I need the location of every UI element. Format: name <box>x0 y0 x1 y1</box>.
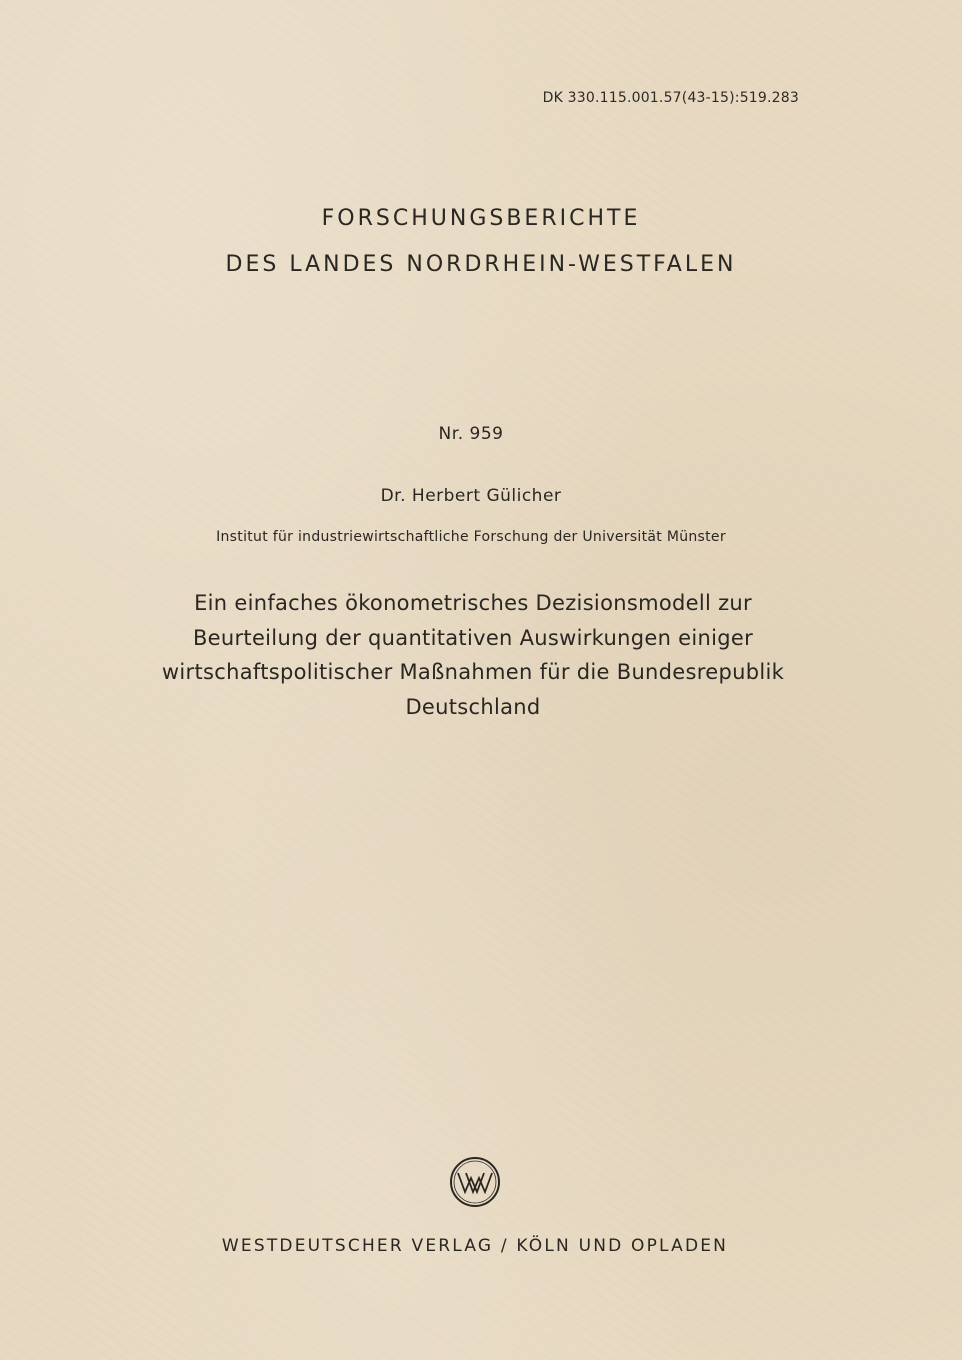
classification-number: DK 330.115.001.57(43-15):519.283 <box>542 90 799 106</box>
author-name: Dr. Herbert Gülicher <box>380 486 562 506</box>
series-title-line-1: FORSCHUNGSBERICHTE <box>321 206 641 231</box>
book-title <box>0 586 946 724</box>
book-title-line-2: Beurteilung der quantitativen Auswirkungen einiger <box>192 625 754 650</box>
book-title-line-3: wirtschaftspolitischer Maßnahmen für die Bundesrepublik <box>161 660 785 684</box>
westdeutscher-verlag-logo-icon <box>449 1156 501 1208</box>
publisher-imprint: WESTDEUTSCHER VERLAG / KÖLN UND OPLADEN <box>221 1236 729 1256</box>
report-number: Nr. 959 <box>438 424 504 444</box>
book-title-line-1: Ein einfaches ökonometrisches Dezisionsmodell zur <box>194 591 752 615</box>
author-institute: Institut für industriewirtschaftliche Forschung der Universität Münster <box>216 529 726 545</box>
book-title-line-4: Deutschland <box>405 694 541 719</box>
series-title <box>0 196 962 288</box>
series-title-line-2: DES LANDES NORDRHEIN-WESTFALEN <box>225 252 737 277</box>
